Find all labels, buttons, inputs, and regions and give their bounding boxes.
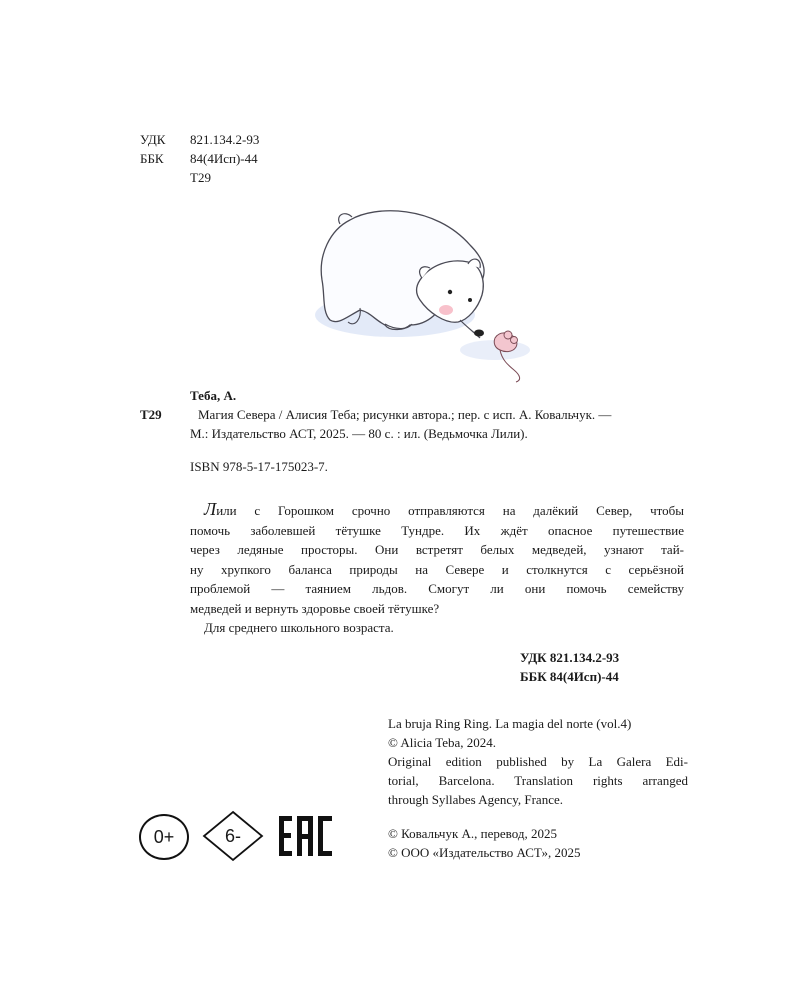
annotation-line-1: Лили с Горошком срочно отправляются на далёкий Север, чтобы xyxy=(204,499,684,519)
rights-line-2: © Alicia Teba, 2024. xyxy=(388,735,497,750)
annotation xyxy=(190,500,684,638)
record-description-line-1: Магия Севера / Алисия Теба; рисунки автора.; пер. с исп. А. Ковальчук. — xyxy=(198,407,612,422)
rights-line-5: through Syllabes Agency, France. xyxy=(388,792,563,807)
udk-label: УДК xyxy=(140,132,166,147)
bbk-value: 84(4Исп)-44 xyxy=(190,151,258,166)
eac-mark xyxy=(278,814,334,858)
classification-block xyxy=(140,130,259,187)
annotation-line-4: ну хрупкого баланса природы на Севере и столкнутся с серьёзной xyxy=(190,561,684,577)
author-mark: Т29 xyxy=(190,170,211,185)
udk-row xyxy=(140,130,259,149)
rights-block xyxy=(388,714,688,862)
annotation-audience: Для среднего школьного возраста. xyxy=(204,620,394,635)
age-rating-diamond xyxy=(202,810,264,862)
udk-value: 821.134.2-93 xyxy=(190,132,260,147)
isbn: ISBN 978-5-17-175023-7. xyxy=(190,459,328,474)
record-description-line-2: М.: Издательство АСТ, 2025. — 80 с. : ил. (Ведьмочка Лили). xyxy=(190,426,528,441)
age-rating-circle xyxy=(139,814,189,860)
bottom-bbk: ББК 84(4Исп)-44 xyxy=(520,669,619,684)
age-rating-circle-text: 0+ xyxy=(153,826,175,847)
annotation-line-2: помочь заболевшей тётушке Тундре. Их ждёт опасное путешествие xyxy=(190,522,684,538)
rights-line-1: La bruja Ring Ring. La magia del norte (vol.4) xyxy=(388,716,632,731)
age-rating-diamond-text: 6- xyxy=(224,825,241,846)
rights-line-4: torial, Barcelona. Translation rights arranged xyxy=(388,773,688,788)
annotation-line-5: проблемой — таянием льдов. Смогут ли они помочь семейству xyxy=(190,581,684,596)
author-mark-row xyxy=(140,168,259,187)
rights-line-3: Original edition published by La Galera Edi- xyxy=(388,754,688,769)
record-mark: Т29 xyxy=(140,407,162,422)
bbk-label: ББК xyxy=(140,151,164,166)
polar-bear-with-mouse-illustration xyxy=(300,200,540,385)
annotation-initial: Л xyxy=(204,499,217,519)
annotation-line-3: через ледяные просторы. Они встретят белых медведей, узнают тай- xyxy=(190,542,684,557)
bbk-row xyxy=(140,149,259,168)
copyright-line-2: © ООО «Издательство АСТ», 2025 xyxy=(388,845,581,860)
annotation-line-6: медведей и вернуть здоровье своей тётушке? xyxy=(190,600,440,616)
record-author: Теба, А. xyxy=(190,388,237,403)
copyright-line-1: © Ковальчук А., перевод, 2025 xyxy=(388,826,557,841)
bottom-udk: УДК 821.134.2-93 xyxy=(520,650,620,665)
